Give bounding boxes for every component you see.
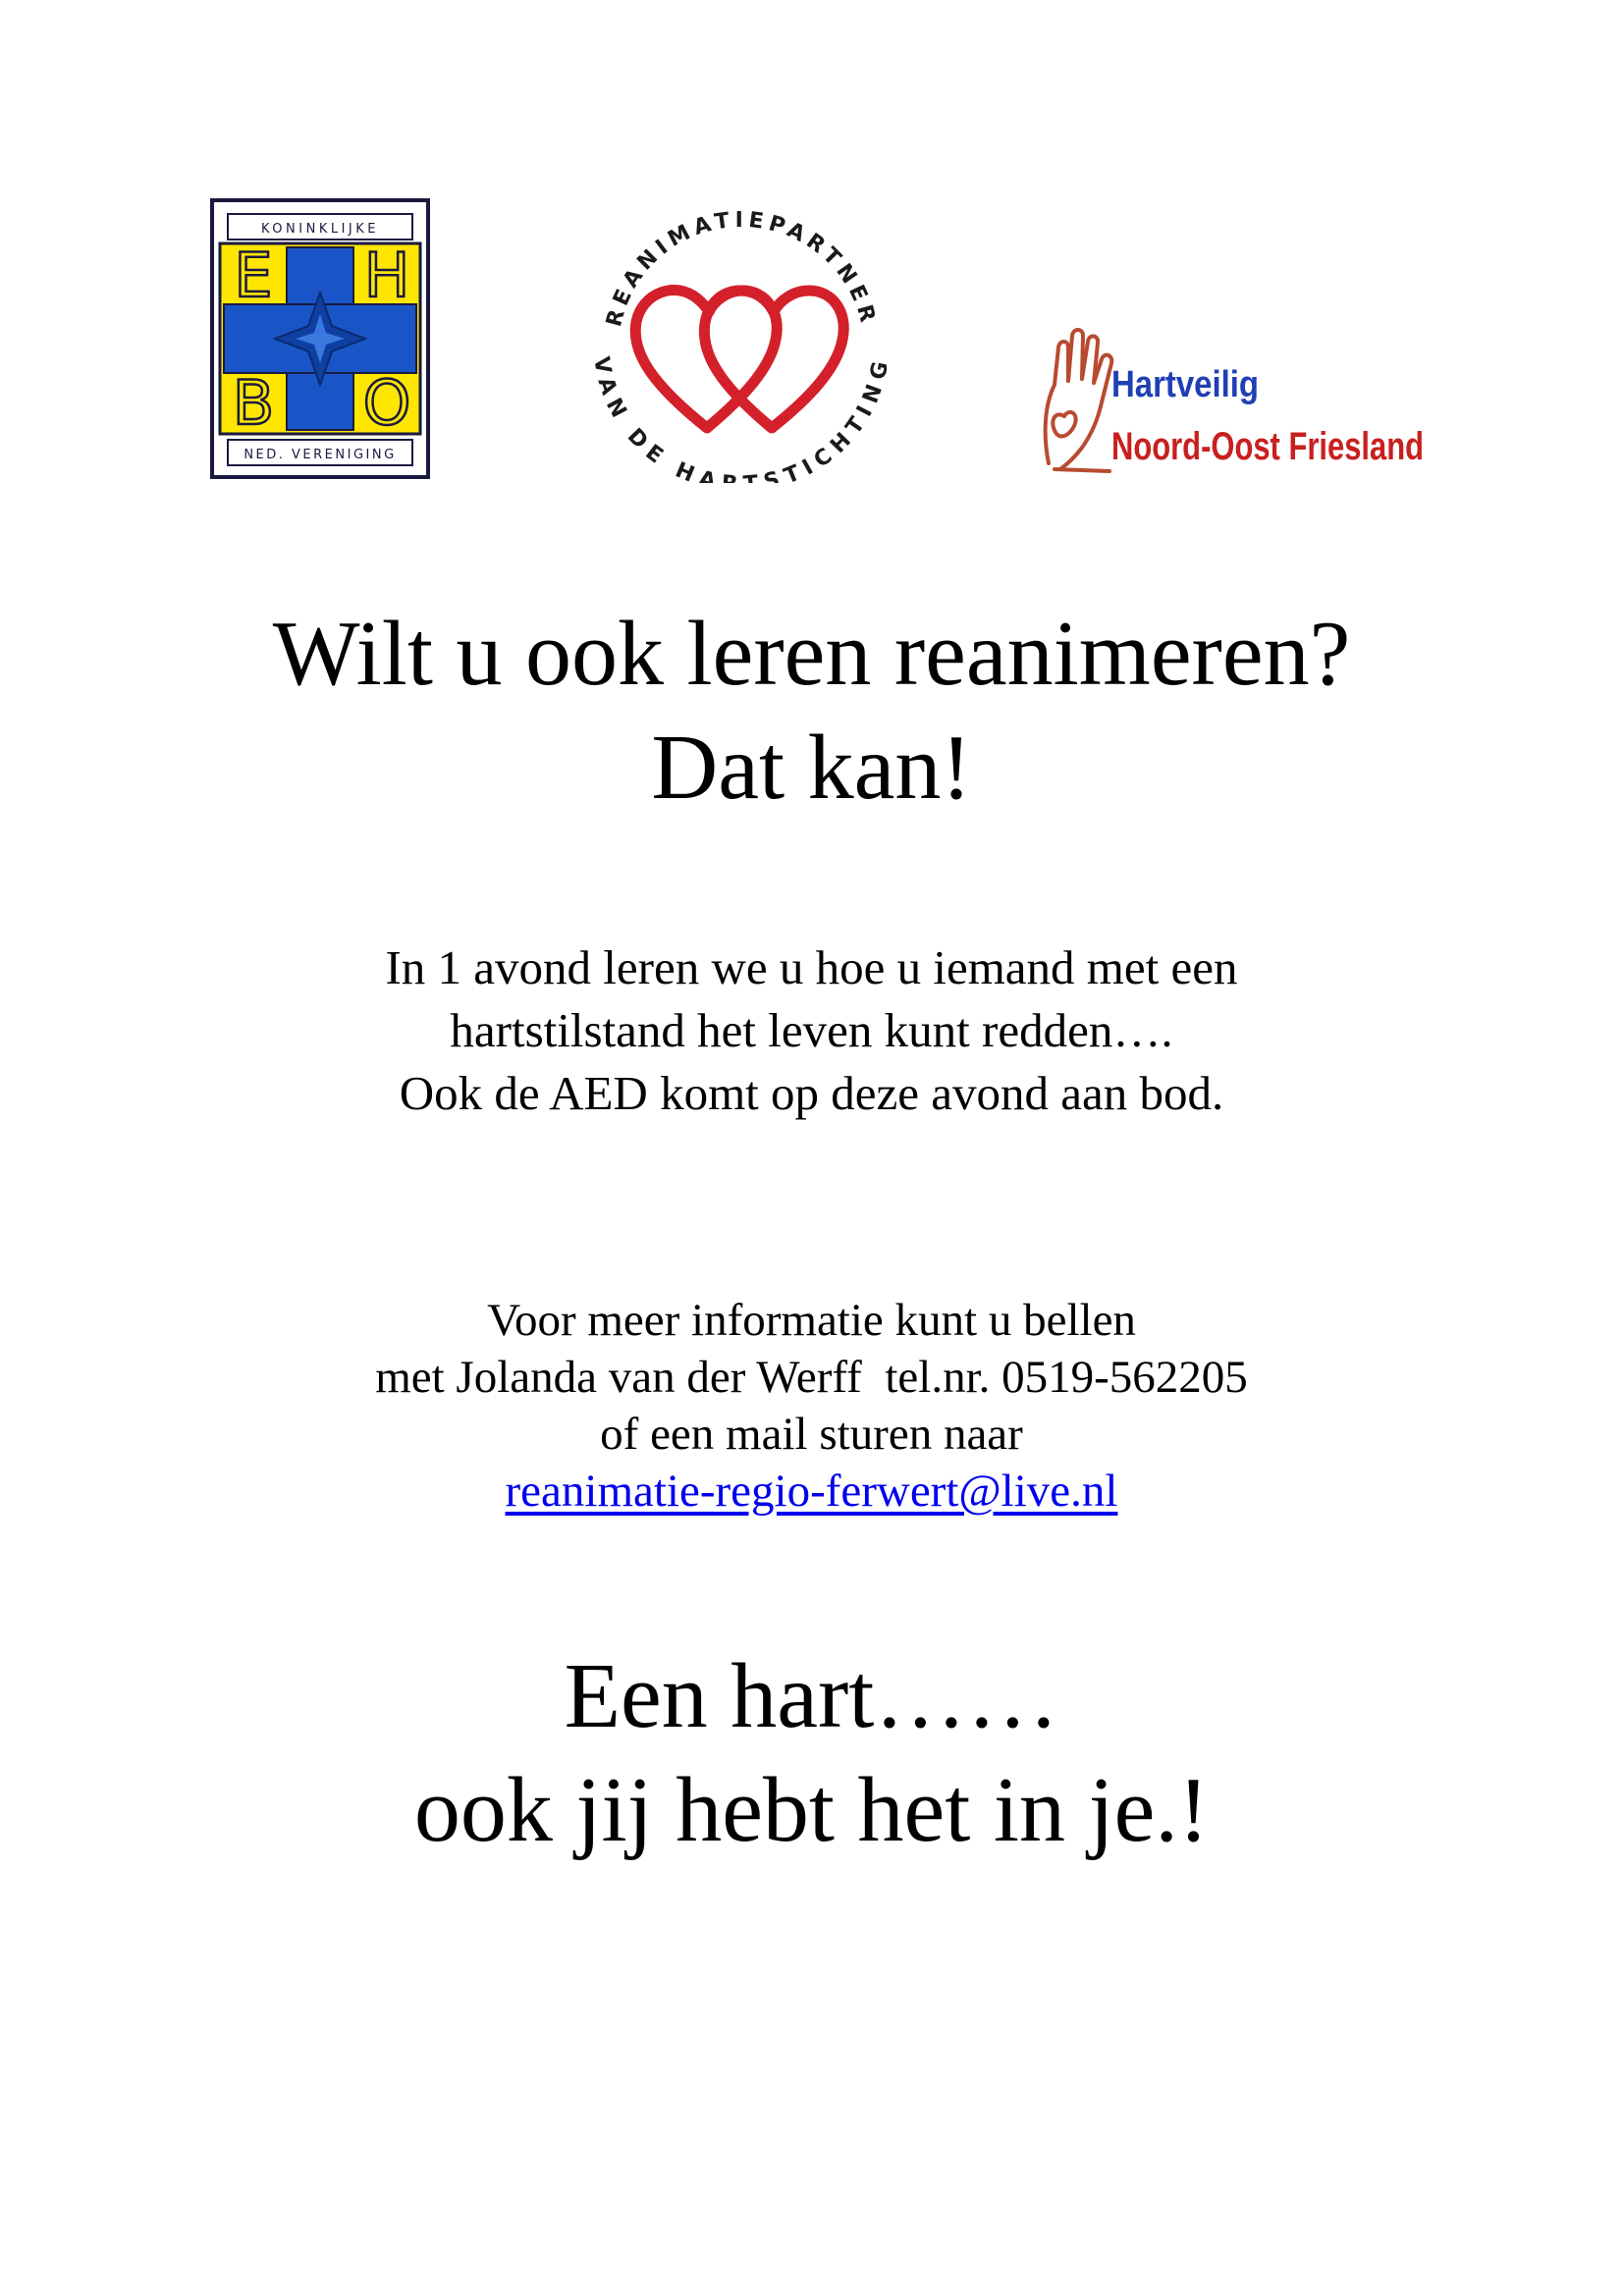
ehbo-letter-b: B <box>232 367 275 439</box>
ehbo-letter-h: H <box>363 240 410 311</box>
hearts-icon <box>635 291 843 428</box>
contact-line3: of een mail sturen naar <box>600 1409 1023 1460</box>
ehbo-logo <box>210 198 430 479</box>
headline-line1: Wilt u ook leren reanimeren? <box>272 603 1351 705</box>
hartveilig-line2: Noord-Oost Friesland <box>1111 425 1424 468</box>
intro-line3: Ook de AED komt op deze avond aan bod. <box>399 1066 1224 1120</box>
email-link[interactable]: reanimatie-regio-ferwert@live.nl <box>505 1466 1118 1517</box>
ehbo-letter-o: O <box>362 367 411 439</box>
reanimatie-arc-top: REANIMATIEPARTNER <box>602 207 881 330</box>
hartveilig-logo <box>1039 326 1432 479</box>
contact-line1: Voor meer informatie kunt u bellen <box>487 1295 1136 1346</box>
reanimatie-arc-bottom: VAN DE HA STICHTING <box>588 354 894 483</box>
hartveilig-line1: Hartveilig <box>1111 364 1259 405</box>
closing-line2: ook jij hebt het in je.! <box>413 1759 1210 1861</box>
ehbo-letter-e: E <box>234 240 273 311</box>
contact-info <box>0 1292 1623 1520</box>
ehbo-bottom-text: NED. VERENIGING <box>243 448 397 462</box>
ehbo-top-text: KONINKLIJKE <box>260 222 380 237</box>
reanimatiepartner-logo <box>579 196 903 483</box>
headline-line2: Dat kan! <box>651 717 972 819</box>
closing-slogan <box>0 1639 1623 1867</box>
hand-heart-icon <box>1039 326 1432 479</box>
intro-line2: hartstilstand het leven kunt redden…. <box>450 1003 1173 1057</box>
intro-line1: In 1 avond leren we u hoe u iemand met een <box>385 940 1238 994</box>
closing-line1: Een hart…… <box>564 1645 1059 1747</box>
headline <box>0 597 1623 825</box>
contact-line2: met Jolanda van der Werff tel.nr. 0519-562205 <box>375 1352 1248 1403</box>
intro-text <box>0 936 1623 1125</box>
